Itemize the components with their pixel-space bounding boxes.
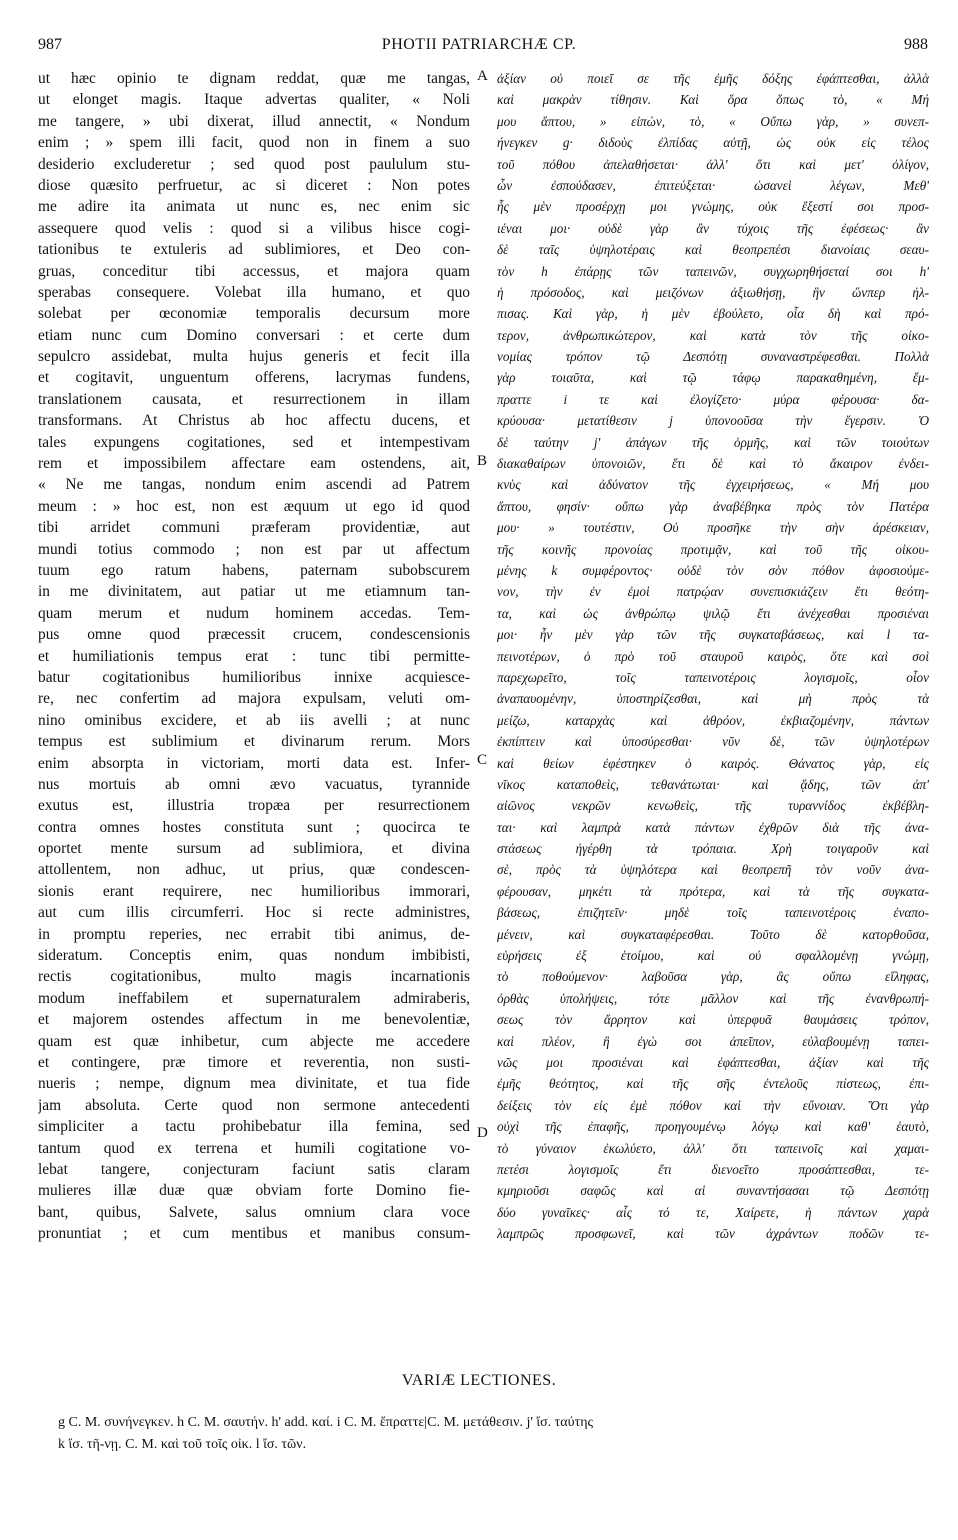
section-title: VARIÆ LECTIONES. — [401, 1372, 557, 1389]
latin-text-line: quam merum et nudum hominem accedas. Tem- — [38, 604, 470, 622]
greek-text-line: ἐκπίπτειν καὶ ὑποσύρεσθαι· νῦν δὲ, τῶν ὑψηλοτέρων — [497, 734, 929, 750]
latin-text-line: translationem causata, et resurrectionem in illam — [38, 390, 470, 408]
greek-text-line: δύο γυναῖκες· αἷς τό τε, Χαίρετε, ἡ πάντων χαρὰ — [497, 1204, 929, 1220]
latin-text-line: tibi arridet communi præferam providentiæ, aut — [38, 519, 470, 537]
latin-text-line: sideratum. Conceptis enim, quas nondum imbibisti, — [38, 947, 470, 965]
page-number-right: 988 — [904, 36, 928, 53]
greek-text-line: φέρουσαν, μηκέτι τὰ πρότερα, καὶ τὰ τῆς συγκατα- — [497, 883, 929, 899]
greek-text-line: μοι· ἦν μὲν γὰρ τῶν τῆς συγκαταβάσεως, καὶ l τα- — [497, 627, 929, 643]
margin-marker-a: A — [477, 68, 488, 84]
latin-text-line: et contingere, præ timore et reverentia, non susti- — [38, 1053, 470, 1071]
greek-text-line: ἀξίαν οὐ ποιεῖ σε τῆς ἐμῆς δόξης ἐφάπτεσθαι, ἀλλὰ — [497, 71, 929, 86]
footnote-line: g C. M. συνήνεγκεν. h C. M. σαυτήν. h' add. καί. i C. M. ἔπραττε|C. M. μετάθεσιν. j' ἴσ. ταύτης — [58, 1415, 594, 1430]
greek-text-line: δείξεις τὸν εἰς ἐμὲ πόθον καὶ τὴν εὔνοιαν. Ὅτι γὰρ — [497, 1097, 929, 1113]
greek-text-line: τερον, ἀνθρωπικώτερον, καὶ κατὰ τὸν τῆς οἰκο- — [497, 327, 929, 343]
greek-text-line: ται· καὶ λαμπρὰ κατὰ πάντων ἐχθρῶν διὰ τῆς ἀνα- — [497, 819, 929, 835]
margin-marker-c: C — [477, 752, 488, 768]
latin-text-line: et cogitavit, unguentum offerens, lacrymas fundens, — [38, 369, 470, 387]
greek-text-line: βάσεως, ἐπιζητεῖν· μηδὲ τοῖς ταπεινοτέροις ἐναπο- — [497, 905, 929, 921]
margin-marker-b: B — [477, 453, 488, 469]
latin-text-line: sepulcro assidebat, multa hujus generis et fecit illa — [38, 348, 470, 366]
greek-text-line: σὲ, πρὸς τὰ ὑψηλότερα καὶ θεοπρεπῆ τὸν νοῦν ἀνα- — [497, 862, 929, 878]
latin-text-line: desiderio excluderetur ; sed quod post paululum stu- — [38, 155, 470, 173]
latin-text-line: lebat tangere, conjecturam faciunt satis claram — [38, 1160, 470, 1178]
latin-text-line: « Ne me tangas, nondum enim ascendi ad Patrem — [38, 476, 470, 494]
greek-column — [497, 68, 929, 1244]
latin-text-line: enim ; » spem illi facit, quod non in finem a suo — [38, 134, 470, 152]
latin-text-line: me tangere, » ubi dixerat, illud annectit, « Nondum — [38, 112, 470, 130]
greek-text-line: τὸν h ἐπάρῃς τῶν ταπεινῶν, συγχωρηθήσεταί σοι h' — [497, 263, 929, 279]
latin-text-line: solebat per œconomiæ temporalis decursum more — [38, 305, 470, 323]
footnotes — [58, 1412, 938, 1456]
greek-text-line: μείζω, καταρχὰς καὶ ἀθρόον, ἐκβιαζομένην, πάντων — [497, 712, 929, 728]
greek-text-line: ἀναπαυομένην, ὑποστηρίζεσθαι, καὶ μὴ πρὸς τὰ — [497, 691, 929, 707]
greek-text-line: λαμπρῶς προσφωνεῖ, καὶ τῶν ἀχράντων ποδῶν τε- — [497, 1226, 929, 1242]
latin-text-line: assequere quod velis : quod si a vilibus hisce cogi- — [38, 219, 470, 237]
latin-text-line: jam absoluta. Certe quod non sermone antecedenti — [38, 1096, 470, 1114]
latin-text-line: nino ominibus excidere, et ab iis avelli ; at nunc — [38, 711, 470, 729]
page-number-left: 987 — [38, 36, 62, 53]
greek-text-line: εὑρήσεις ἐξ ἑτοίμου, καὶ οὐ σφαλλομένῃ γνώμῃ, — [497, 948, 929, 964]
latin-text-line: attollentem, non adhuc, ut prius, quæ condescen- — [38, 861, 470, 879]
latin-text-line: batur cogitationibus humilioribus innixe acquiesce- — [38, 668, 470, 686]
greek-text-line: παρεχωρεῖτο, τοῖς ταπεινοτέροις λογισμοῖς, οἷον — [497, 669, 929, 685]
greek-text-line: μου· » τουτέστιν, Οὐ προσῆκε τὴν σὴν ἀρέσκειαν, — [497, 520, 929, 536]
greek-text-line: τῆς κοινῆς προνοίας προτιμᾷν, καὶ τοῦ τῆς οἰκου- — [497, 541, 929, 557]
latin-text-line: nueris ; nempe, dignum mea divinitate, et tua fide — [38, 1075, 470, 1093]
greek-text-line: ήνεγκεν g· διδοὺς ἐλπίδας αὐτῇ, ὡς οὐκ εἰς τέλος — [497, 135, 929, 151]
greek-text-line: πισας. Καὶ γὰρ, ἡ μὲν ἐβούλετο, οἷα δὴ καὶ πρό- — [497, 306, 929, 322]
margin-marker-d: D — [477, 1125, 488, 1141]
latin-text-line: rectis cogitationibus, multo magis incarnationis — [38, 968, 470, 986]
latin-text-line: diose quæsito perfruetur, ac si diceret : Non potes — [38, 176, 470, 194]
greek-text-line: νῖκος καταποθεὶς, τεθανάτωται· καὶ ᾅδης, τῶν ἀπ' — [497, 776, 929, 792]
latin-text-line: gruas, conceditur tibi accessus, et majora quam — [38, 262, 470, 280]
latin-text-line: sperabas consequere. Volebat illa humano, et quo — [38, 283, 470, 301]
greek-text-line: καὶ θείων ἐφέστηκεν ὁ καιρός. Θάνατος γὰρ, εἰς — [497, 755, 929, 771]
greek-text-line: γὰρ τοιαῦτα, καὶ τῷ τάφῳ παρακαθημένη, ἔμ- — [497, 370, 929, 386]
greek-text-line: καὶ πλέον, ἢ ἐγὼ σοι ἀπεῖπον, εὐλαβουμένῃ ταπει- — [497, 1033, 929, 1049]
greek-text-line: τὸ ποθούμενον· λαβοῦσα γὰρ, ἃς οὔπω εἴληφας, — [497, 969, 929, 985]
greek-text-line: ἡ πρόσοδος, καὶ μειζόνων ἀξιωθήσῃ, ἣν ὥνπερ ἠλ- — [497, 284, 929, 300]
latin-text-line: et majorem ostendes affectum in me benevolentiæ, — [38, 1011, 470, 1029]
greek-text-line: τοῦ πόθου ἀπελαθήσεται· ἀλλ' ὅτι καὶ μετ' ὀλίγον, — [497, 156, 929, 172]
greek-text-line: πετέσι λογισμοῖς ἔτι διενοεῖτο προσάπτεσθαι, τε- — [497, 1161, 929, 1177]
greek-text-line: αἰῶνος νεκρῶν κενωθεὶς, τῆς τυραννίδος ἐκβέβλη- — [497, 798, 929, 814]
greek-text-line: νον, τὴν ἐν ἐμοὶ πατρῴαν συνεπισκιάζειν ἔτι θεότη- — [497, 584, 929, 600]
latin-text-line: tantum quod ex terrena et humili cogitatione vo- — [38, 1139, 470, 1157]
greek-text-line: τὸ γύναιον ἐκωλύετο, ἀλλ' ὅτι ταπεινοῖς καὶ χαμαι- — [497, 1140, 929, 1156]
greek-text-line: ἐμῆς θεότητος, καὶ τῆς σῆς ἐντελοῦς πίστεως, ἐπι- — [497, 1076, 929, 1092]
greek-text-line: δὲ ταύτην j' ἀπάγων τῆς ὁρμῆς, καὶ τῶν τοιούτων — [497, 434, 929, 450]
latin-text-line: tempus est sublimium et divinarum rerum. Mors — [38, 733, 470, 751]
latin-text-line: aut cum illis circumferri. Hoc si recte administres, — [38, 904, 470, 922]
latin-text-line: re, nec confertim ad majora expulsam, veluti om- — [38, 690, 470, 708]
latin-text-line: contra omnes hostes constituta sunt ; quocirca te — [38, 818, 470, 836]
greek-text-line: κνὺς καὶ ἀδύνατον τῆς ἐγχειρήσεως, « Μή μου — [497, 477, 929, 493]
latin-text-line: ut hæc opinio te dignam reddat, quæ me tangas, — [38, 70, 470, 87]
latin-text-line: modum ineffabilem et supernaturalem admiraberis, — [38, 989, 470, 1007]
latin-text-line: pronuntiat ; et cum mentibus et manibus consum- — [38, 1225, 470, 1243]
greek-text-line: ιέναι μοι· οὐδὲ γὰρ ἂν τύχοις τῆς ἐφέσεως· ἂν — [497, 220, 929, 236]
latin-text-line: nus mortuis ab omni ævo vacuatus, tyrannide — [38, 775, 470, 793]
greek-text-line: ὀρθὰς ὑπολήψεις, τότε μᾶλλον καὶ τῆς ἐνανθρωπή- — [497, 990, 929, 1006]
latin-text-line: mundi totius commodo ; non est par ut affectum — [38, 540, 470, 558]
latin-text-line: pus omne quod præcessit crucem, condescensionis — [38, 626, 470, 644]
running-title: PHOTII PATRIARCHÆ CP. — [381, 36, 577, 53]
latin-text-line: rem et impossibilem affectare eam ostendens, ait, — [38, 455, 470, 473]
greek-text-line: μου ἅπτου, » εἰπὼν, τὸ, « Οὔπω γὰρ, » συνεπ- — [497, 113, 929, 129]
greek-text-line: στάσεως ἠγέρθη τὰ τρόπαια. Χρὴ τοιγαροῦν καὶ — [497, 841, 929, 857]
latin-text-line: oportet mente sursum ad sublimiora, et divina — [38, 840, 470, 858]
greek-text-line: νομίας τρόπον τῷ Δεσπότῃ συναναστρέφεσθαι. Πολλὰ — [497, 349, 929, 365]
greek-text-line: νῶς μοι προσιέναι καὶ ἐφάπτεσθαι, ἀξίαν καὶ τῆς — [497, 1054, 929, 1070]
latin-text-line: me adire ita animata ut nunc es, nec enim sic — [38, 198, 470, 216]
greek-text-line: καὶ μακρὰν τίθησιν. Καὶ ὅρα ὅπως τὸ, « Μή — [497, 92, 929, 108]
latin-text-line: tales expungens cogitationes, sed et intempestivam — [38, 433, 470, 451]
greek-text-line: πραττε i τε καὶ ἐλογίζετο· μύρα φέρουσα· δα- — [497, 391, 929, 407]
latin-text-line: sionis erant requirere, nec humilioribus immorari, — [38, 882, 470, 900]
greek-text-line: κρύουσα· μετατίθεσιν j ὑπονοοῦσα τὴν ἔγερσιν. Ὁ — [497, 413, 929, 429]
greek-text-line: οὐχὶ τῆς ἐπαφῆς, προηγουμένῳ λόγῳ καὶ καθ' ἑαυτὸ, — [497, 1119, 929, 1135]
greek-text-line: ἧς μὲν προσέρχῃ μοι γνώμης, οὐκ ἔξεστί σοι προσ- — [497, 199, 929, 215]
latin-text-line: et humiliationis tempus erat : tunc tibi permitte- — [38, 647, 470, 665]
latin-text-line: mulieres illæ duæ quæ obviam forte Domino fie- — [38, 1182, 470, 1200]
latin-text-line: transformans. At Christus ab hoc affectu ducens, et — [38, 412, 470, 430]
greek-text-line: ὧν ἐσπούδασεν, ἐπιτεύξεται· ὡσανεὶ λέγων, Μεθ' — [497, 177, 929, 193]
latin-text-line: enim absorpta in victoriam, morti data est. Infer- — [38, 754, 470, 772]
greek-text-line: μένειν, καὶ συγκαταφέρεσθαι. Τοῦτο δὲ κατορθοῦσα, — [497, 926, 929, 942]
greek-text-line: πεινοτέρων, ὁ πρὸ τοῦ σταυροῦ καιρὸς, ὅτε καὶ σοὶ — [497, 648, 929, 664]
greek-text-line: μένης k συμφέροντος· οὐδὲ τὸν σὸν πόθον ἀφοσιούμε- — [497, 562, 929, 578]
latin-text-line: in me divinitatem, aut patiar ut me etiamnum tan- — [38, 583, 470, 601]
greek-text-line: διακαθαίρων ὑπονοιῶν, ἔτι δὲ καὶ τὸ ἄκαιρον ἐνδει- — [497, 456, 929, 472]
latin-column — [38, 68, 470, 1244]
latin-text-line: simpliciter a tactu prohibebatur illa femina, sed — [38, 1118, 470, 1136]
footnote-line: k ἴσ. τῆ-νῃ. C. M. καὶ τοῦ τοῖς οἰκ. l ἴσ. τῶν. — [58, 1437, 307, 1452]
latin-text-line: in promptu reperies, nec errabit tibi animus, de- — [38, 925, 470, 943]
latin-text-line: exutus est, illustria tropæa per resurrectionem — [38, 797, 470, 815]
latin-text-line: meum : » hoc est, non est æquum ut ego id quod — [38, 497, 470, 515]
greek-text-line: τα, καὶ ὡς ἀνθρώπῳ ψιλῷ ἔτι ἀνέχεσθαι προσιέναι — [497, 605, 929, 621]
latin-text-line: etiam nunc cum Domino conversari : et certe dum — [38, 326, 470, 344]
latin-text-line: tuum ego ratum habens, paternam subobscurem — [38, 561, 470, 579]
latin-text-line: quam est quæ inhibetur, cum abjecte me accedere — [38, 1032, 470, 1050]
greek-text-line: δὲ ταῖς ὑψηλοτέραις καὶ θεοπρεπέσι διανοίαις σεαυ- — [497, 242, 929, 258]
greek-text-line: σεως τὸν ἄρρητον καὶ ὑπερφυᾶ θαυμάσεις τρόπον, — [497, 1012, 929, 1028]
latin-text-line: bant, quibus, Salvete, salus omnium clara voce — [38, 1203, 470, 1221]
greek-text-line: ἅπτου, φησίν· οὔπω γὰρ ἀναβέβηκα πρὸς τὸν Πατέρα — [497, 498, 929, 514]
greek-text-line: κμηριοῦσι σαφῶς καὶ αἱ συναντήσασαι τῷ Δεσπότῃ — [497, 1183, 929, 1199]
latin-text-line: tationibus te extuleris ad sublimiores, et Deo con- — [38, 241, 470, 259]
latin-text-line: ut elonget magis. Itaque advertas qualiter, « Noli — [38, 91, 470, 109]
